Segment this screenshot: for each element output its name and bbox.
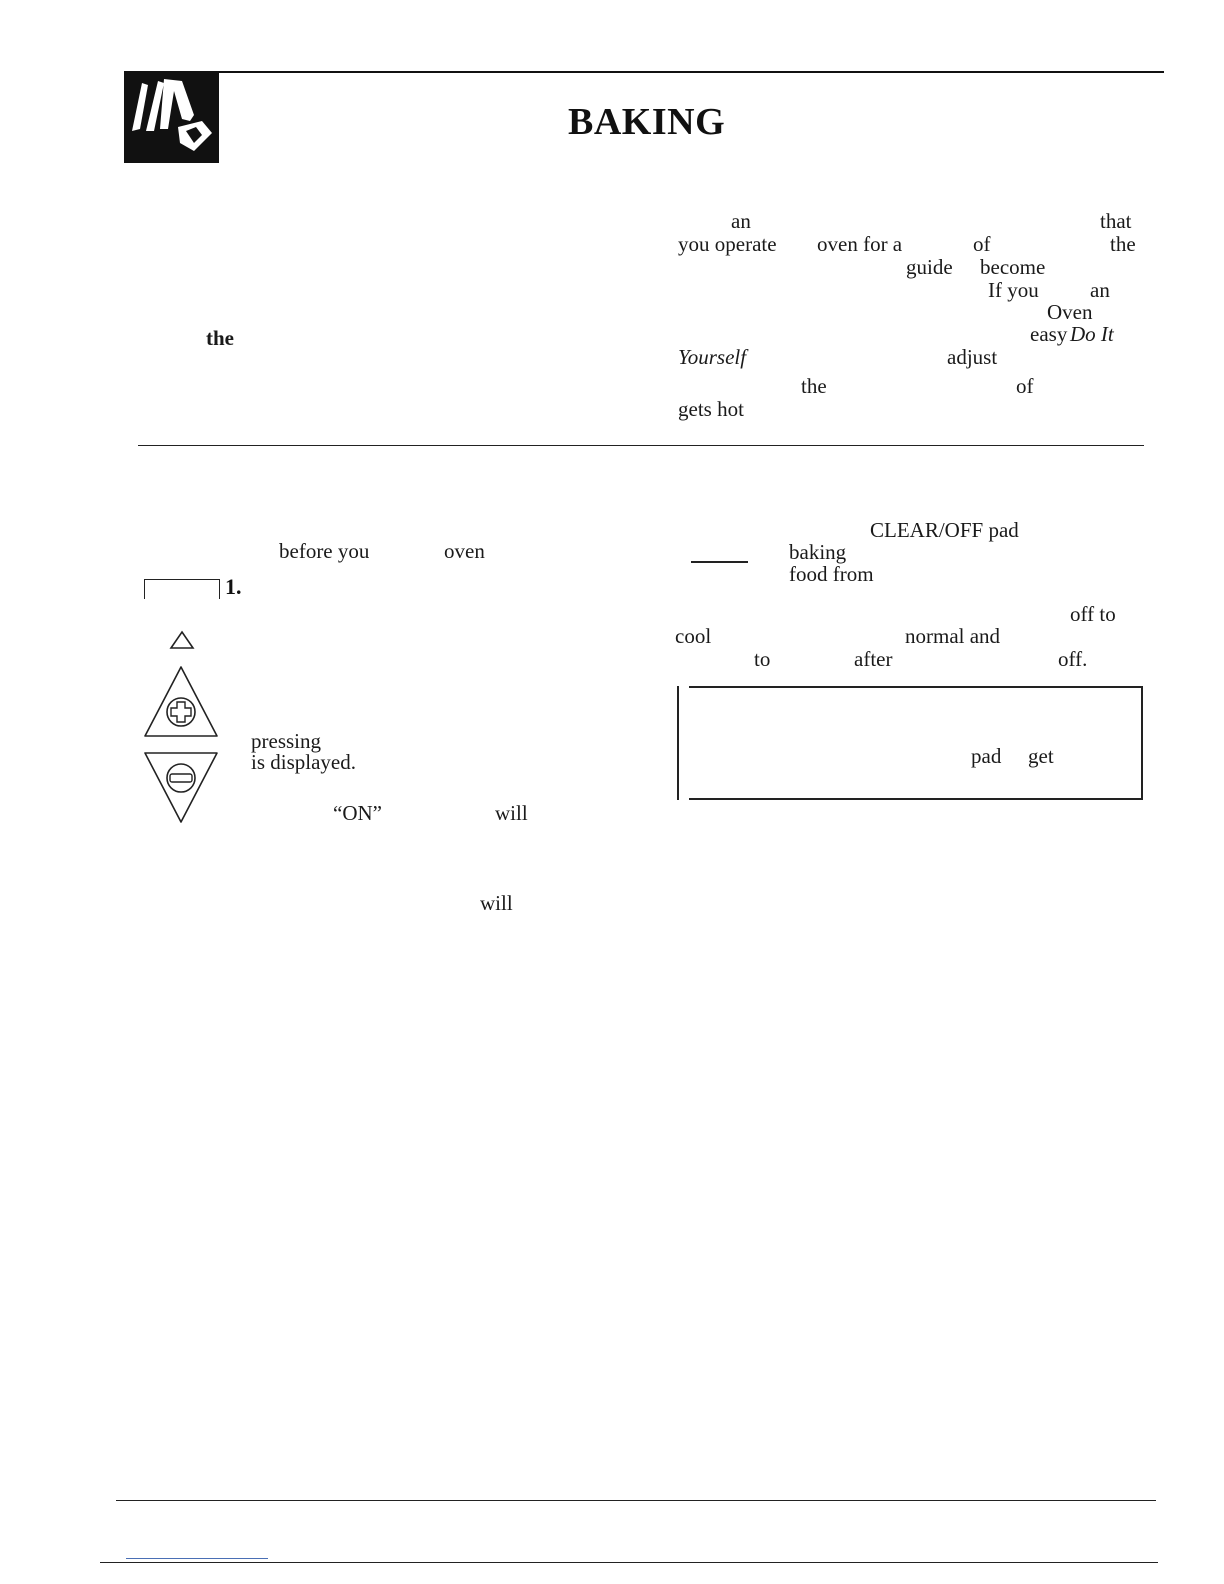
- step-number: 1.: [225, 574, 242, 599]
- step-text-word: “ON”: [333, 801, 382, 825]
- right-text-word: normal and: [905, 624, 1001, 648]
- intro-right-word: Oven: [1047, 300, 1093, 324]
- intro-right-word: oven for a: [817, 232, 903, 256]
- note-text-word: pad: [971, 744, 1002, 768]
- page-bottom-rule: [100, 1562, 1158, 1563]
- right-text-word: cool: [675, 624, 712, 648]
- minus-pad-icon[interactable]: [142, 750, 220, 831]
- intro-right-word: that: [1100, 209, 1132, 233]
- plus-pad-icon[interactable]: [142, 664, 220, 745]
- intro-right-word: gets hot: [678, 397, 744, 421]
- intro-right-word: adjust: [947, 345, 998, 369]
- intro-right-word: you operate: [678, 232, 777, 256]
- right-text-word: baking: [789, 540, 847, 564]
- note-box: [677, 686, 1143, 800]
- intro-right-word: Do It: [1070, 322, 1114, 346]
- intro-right-word: an: [731, 209, 751, 233]
- intro-right-word: If you: [988, 278, 1039, 302]
- intro-right-word: the: [801, 374, 827, 398]
- footer-link-underline[interactable]: [126, 1558, 268, 1559]
- intro-right-word: Yourself: [678, 345, 747, 369]
- step-text-word: will: [480, 891, 513, 915]
- step-text-word: oven: [444, 539, 485, 563]
- page-title: BAKING: [568, 101, 726, 143]
- clear-off-pad-text: CLEAR/OFF pad: [870, 518, 1019, 542]
- intro-left-word: the: [206, 326, 234, 350]
- triangle-outline-icon: [169, 630, 195, 655]
- right-text-word: off to: [1070, 602, 1116, 626]
- intro-right-word: easy: [1030, 322, 1068, 346]
- step-bracket: [144, 579, 220, 599]
- step-text-word: will: [495, 801, 528, 825]
- intro-right-word: of: [973, 232, 991, 256]
- step-text-word: pressing: [251, 729, 321, 753]
- section-divider: [138, 445, 1144, 446]
- step-text-word: is displayed.: [251, 750, 356, 774]
- right-text-word: after: [854, 647, 893, 671]
- step-text-word: before you: [279, 539, 370, 563]
- intro-right-word: become: [980, 255, 1046, 279]
- right-text-word: food from: [789, 562, 874, 586]
- dash-rule: [691, 561, 748, 563]
- intro-right-word: of: [1016, 374, 1034, 398]
- intro-right-word: an: [1090, 278, 1110, 302]
- intro-right-word: guide: [906, 255, 953, 279]
- note-text-word: get: [1028, 744, 1054, 768]
- right-text-word: off.: [1058, 647, 1088, 671]
- header-rule: [124, 71, 1164, 73]
- right-text-word: to: [754, 647, 771, 671]
- hand-pressing-pad-icon: [124, 71, 219, 163]
- footer-rule: [116, 1500, 1156, 1501]
- intro-right-word: the: [1110, 232, 1136, 256]
